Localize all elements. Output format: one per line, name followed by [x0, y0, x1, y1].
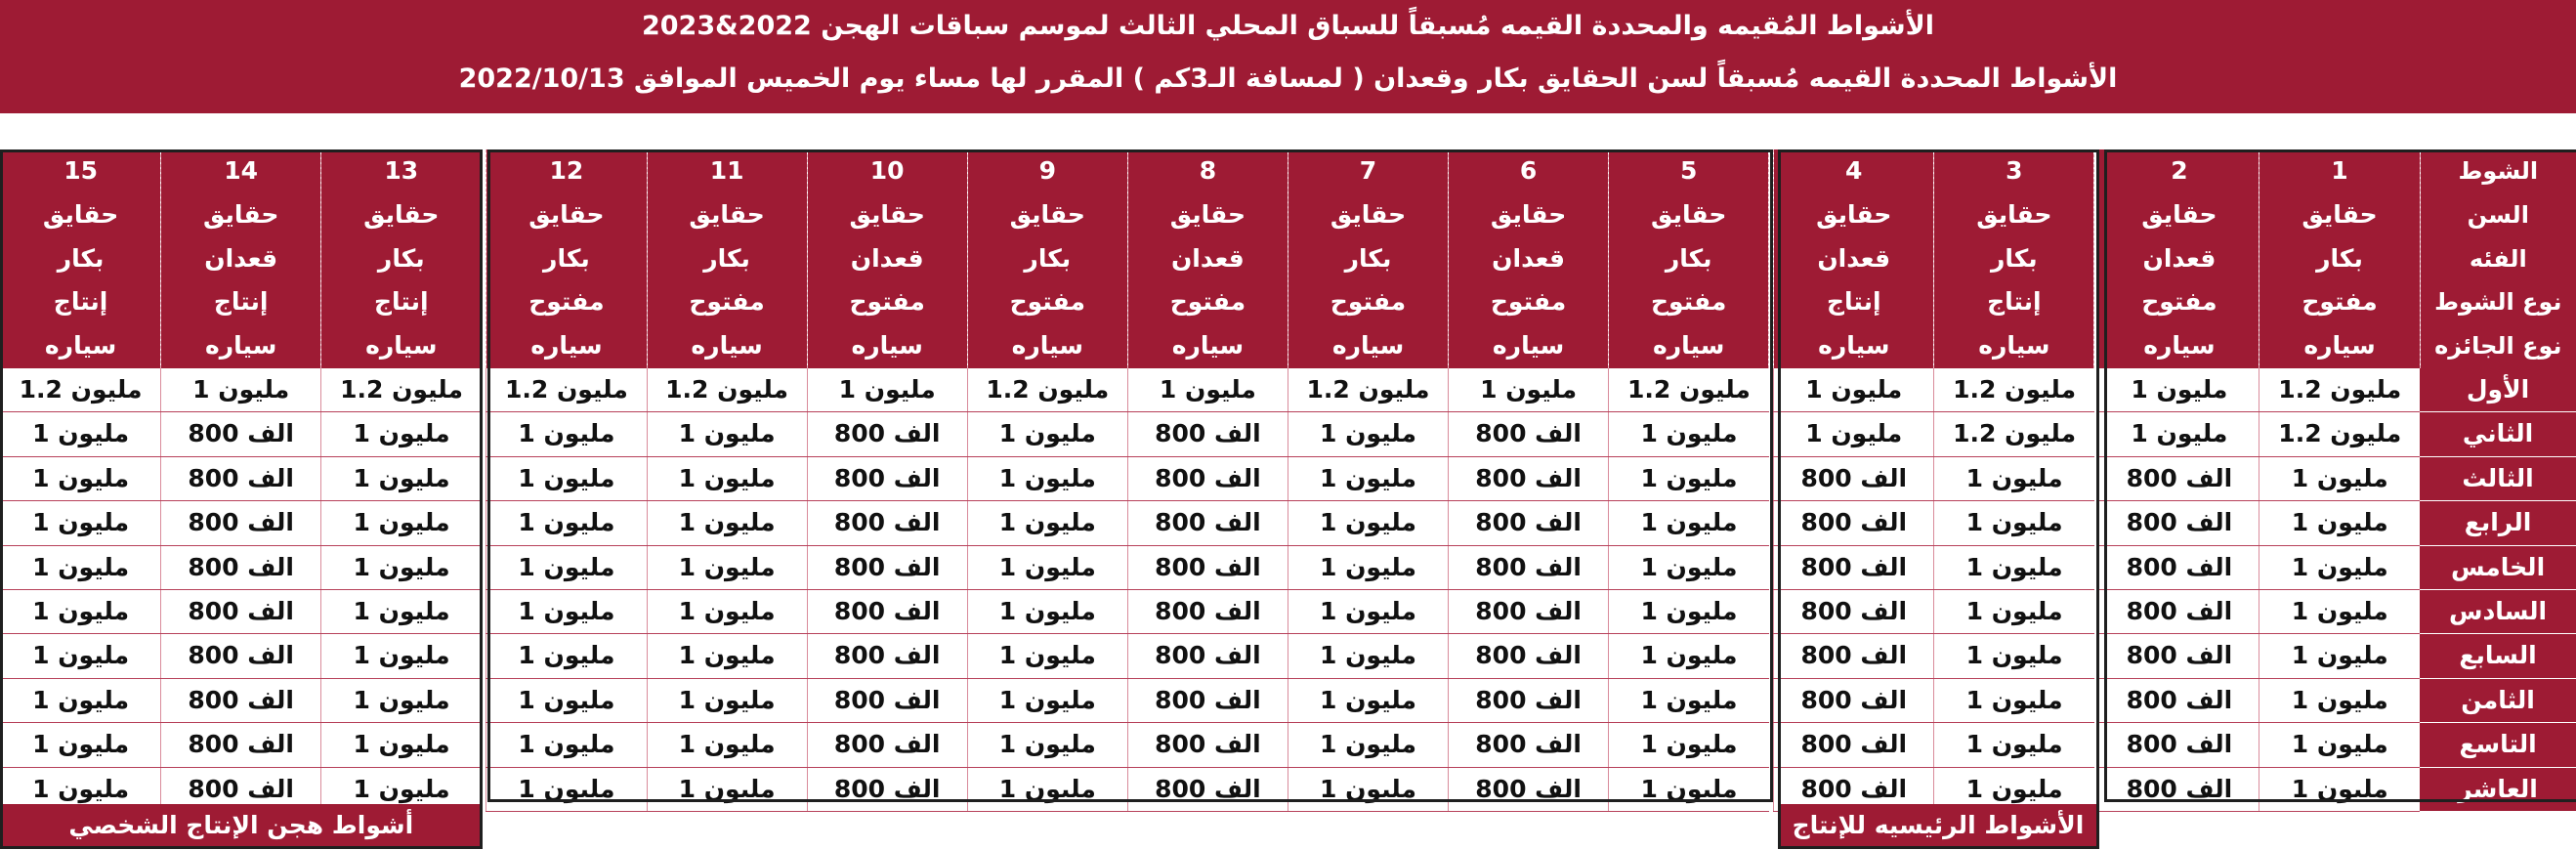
- prize-cell: 800 الف: [1449, 634, 1609, 678]
- heat-header-10: [807, 149, 967, 368]
- prize-cell: 1 مليون: [1288, 723, 1448, 767]
- prize-cell: 1 مليون: [486, 545, 647, 589]
- heat-category: قعدان: [1170, 243, 1245, 273]
- heat-type: مفتوح: [1330, 287, 1407, 317]
- heat-type: مفتوح: [689, 287, 765, 317]
- prize-cell: 1 مليون: [486, 678, 647, 722]
- prize-cell: 1 مليون: [1, 412, 161, 456]
- header-label: السن: [2467, 200, 2529, 229]
- prize-cell: 800 الف: [807, 412, 967, 456]
- prize-cell: 800 الف: [1449, 590, 1609, 634]
- heat-header-11: [647, 149, 807, 368]
- place-label: السادس: [2420, 590, 2576, 634]
- place-label: الثامن: [2420, 678, 2576, 722]
- table-row: [1, 368, 2576, 412]
- prize-cell: 1 مليون: [967, 767, 1127, 811]
- heat-prize-type: سياره: [1818, 331, 1890, 361]
- heat-num: 9: [1038, 156, 1056, 185]
- prize-cell: 800 الف: [1774, 634, 1934, 678]
- title-banner: [0, 0, 2576, 113]
- prize-cell: 1 مليون: [1, 545, 161, 589]
- heat-prize-type: سياره: [2303, 331, 2376, 361]
- prize-cell: 800 الف: [2099, 767, 2259, 811]
- heat-prize-type: سياره: [1978, 331, 2050, 361]
- heat-num: 8: [1199, 156, 1217, 185]
- prize-cell: 1 مليون: [1934, 723, 2094, 767]
- heat-age: حقايق: [689, 199, 765, 229]
- prize-cell: 1 مليون: [1774, 412, 1934, 456]
- prize-cell: 1 مليون: [967, 456, 1127, 500]
- prize-cell: 800 الف: [161, 767, 321, 811]
- prize-cell: 1 مليون: [321, 545, 482, 589]
- prize-cell: 1 مليون: [321, 590, 482, 634]
- prize-cell: 800 الف: [2099, 723, 2259, 767]
- prize-cell: 1 مليون: [486, 767, 647, 811]
- prize-cell: 800 الف: [807, 767, 967, 811]
- prize-cell: 800 الف: [1449, 767, 1609, 811]
- prize-cell: 1 مليون: [967, 545, 1127, 589]
- prize-cell: 800 الف: [807, 545, 967, 589]
- prize-cell: 800 الف: [1774, 767, 1934, 811]
- prize-cell: 1 مليون: [2099, 368, 2259, 412]
- heat-header-1: [2259, 149, 2420, 368]
- heat-header-7: [1288, 149, 1448, 368]
- header-label: الشوط: [2458, 157, 2539, 185]
- heat-age: حقايق: [1009, 199, 1085, 229]
- prize-cell: 1 مليون: [647, 634, 807, 678]
- heat-header-15: [1, 149, 161, 368]
- prize-cell: 800 الف: [161, 678, 321, 722]
- prize-cell: 1 مليون: [967, 590, 1127, 634]
- prize-cell: 1 مليون: [321, 678, 482, 722]
- heat-num: 15: [63, 156, 98, 185]
- prize-cell: 800 الف: [2099, 678, 2259, 722]
- heat-age: حقايق: [42, 199, 119, 229]
- prize-cell: 800 الف: [161, 723, 321, 767]
- prize-cell: 1 مليون: [2099, 412, 2259, 456]
- heat-header-13: [321, 149, 482, 368]
- prize-cell: 800 الف: [1449, 501, 1609, 545]
- prize-cell: 1 مليون: [1, 456, 161, 500]
- prize-cell: 800 الف: [807, 723, 967, 767]
- prize-cell: 800 الف: [2099, 590, 2259, 634]
- prize-cell: 1.2 مليون: [321, 368, 482, 412]
- heat-num: 10: [869, 156, 905, 185]
- prize-cell: 1 مليون: [321, 456, 482, 500]
- heat-prize-type: سياره: [1171, 331, 1245, 361]
- prize-cell: 1 مليون: [2259, 501, 2420, 545]
- heat-num: 1: [2331, 156, 2348, 185]
- prize-cell: 800 الف: [1127, 412, 1288, 456]
- prize-cell: 1 مليون: [2259, 545, 2420, 589]
- prize-cell: 1 مليون: [1, 634, 161, 678]
- heat-type: مفتوح: [2141, 287, 2217, 317]
- prize-cell: 1.2 مليون: [647, 368, 807, 412]
- heat-category: بكار: [703, 243, 750, 273]
- prize-cell: 1 مليون: [2259, 723, 2420, 767]
- prize-cell: 1 مليون: [647, 501, 807, 545]
- table-row: [1, 634, 2576, 678]
- prize-cell: 800 الف: [2099, 545, 2259, 589]
- prize-cell: 1 مليون: [647, 456, 807, 500]
- heat-category: بكار: [2316, 243, 2363, 273]
- prize-cell: 800 الف: [161, 412, 321, 456]
- header-label: الفئه: [2469, 244, 2527, 273]
- place-label: الثاني: [2420, 412, 2576, 456]
- prize-cell: 1 مليون: [1934, 634, 2094, 678]
- prize-cell: 1.2 مليون: [2259, 368, 2420, 412]
- prize-cell: 800 الف: [1774, 545, 1934, 589]
- prize-cell: 1 مليون: [647, 767, 807, 811]
- prize-cell: 800 الف: [1127, 678, 1288, 722]
- heat-num: 6: [1519, 156, 1538, 185]
- prize-cell: 1 مليون: [1934, 767, 2094, 811]
- prize-cell: 1 مليون: [321, 501, 482, 545]
- heat-num: 3: [2006, 156, 2023, 185]
- place-label: الثالث: [2420, 456, 2576, 500]
- heat-header-5: [1609, 149, 1769, 368]
- prize-cell: 1 مليون: [647, 590, 807, 634]
- prize-cell: 800 الف: [161, 501, 321, 545]
- heat-category: بكار: [1024, 243, 1072, 273]
- heat-category: بكار: [57, 243, 105, 273]
- heat-prize-type: سياره: [44, 331, 117, 361]
- header-label: نوع الشوط: [2434, 288, 2562, 317]
- heat-type: مفتوح: [1169, 287, 1246, 317]
- heat-prize-type: سياره: [1331, 331, 1405, 361]
- prize-cell: 1 مليون: [321, 723, 482, 767]
- heat-num: 4: [1845, 156, 1863, 185]
- heat-header-4: [1774, 149, 1934, 368]
- title-line-2: الأشواط المحددة القيمه مُسبقاً لسن الحقايق بكار وقعدان ( لمسافة الـ3كم ) المقرر لها مساء يوم الخميس الموافق 2022/10/13: [458, 64, 2118, 94]
- prize-cell: 1 مليون: [1, 501, 161, 545]
- heat-type: مفتوح: [1009, 287, 1085, 317]
- place-label: الخامس: [2420, 545, 2576, 589]
- prize-cell: 1 مليون: [1609, 678, 1769, 722]
- prize-cell: 800 الف: [1127, 590, 1288, 634]
- prize-cell: 1 مليون: [1, 590, 161, 634]
- prize-cell: 800 الف: [1127, 723, 1288, 767]
- prize-cell: 1 مليون: [1, 723, 161, 767]
- heat-num: 7: [1359, 156, 1377, 185]
- heat-category: بكار: [543, 243, 590, 273]
- prize-cell: 800 الف: [1449, 723, 1609, 767]
- heat-prize-type: سياره: [691, 331, 763, 361]
- heat-type: إنتاج: [53, 287, 108, 317]
- place-label: التاسع: [2420, 723, 2576, 767]
- prize-cell: 1 مليون: [2259, 590, 2420, 634]
- heat-type: إنتاج: [374, 287, 429, 317]
- heat-category: قعدان: [204, 243, 278, 273]
- prize-cell: 1 مليون: [647, 678, 807, 722]
- footer-main-production: الأشواط الرئيسيه للإنتاج: [1781, 804, 2096, 847]
- heat-header-6: [1449, 149, 1609, 368]
- prize-cell: 1 مليون: [647, 723, 807, 767]
- prize-cell: 1 مليون: [1774, 368, 1934, 412]
- heat-type: مفتوح: [528, 287, 605, 317]
- heat-category: بكار: [377, 243, 425, 273]
- prize-cell: 800 الف: [1449, 456, 1609, 500]
- prize-cell: 800 الف: [807, 456, 967, 500]
- prize-cell: 1.2 مليون: [1609, 368, 1769, 412]
- prize-cell: 1.2 مليون: [1934, 412, 2094, 456]
- prize-cell: 1 مليون: [2259, 767, 2420, 811]
- prize-cell: 800 الف: [1774, 456, 1934, 500]
- prize-cell: 800 الف: [1774, 723, 1934, 767]
- prize-cell: 1 مليون: [2259, 678, 2420, 722]
- heat-age: حقايق: [203, 199, 279, 229]
- title-line-1: الأشواط المُقيمه والمحددة القيمه مُسبقاً للسباق المحلي الثالث لموسم سباقات الهجن 2022&2023: [641, 11, 1935, 41]
- heat-num: 11: [709, 156, 744, 185]
- prize-cell: 800 الف: [1127, 767, 1288, 811]
- prize-cell: 1 مليون: [1449, 368, 1609, 412]
- prize-cell: 1 مليون: [967, 634, 1127, 678]
- prize-cell: 800 الف: [161, 456, 321, 500]
- heat-prize-type: سياره: [1492, 331, 1565, 361]
- prize-cell: 800 الف: [2099, 634, 2259, 678]
- prize-cell: 800 الف: [1127, 634, 1288, 678]
- prize-cell: 1 مليون: [967, 501, 1127, 545]
- prize-cell: 1.2 مليون: [967, 368, 1127, 412]
- prize-cell: 1 مليون: [1934, 678, 2094, 722]
- prize-cell: 1 مليون: [1609, 767, 1769, 811]
- heat-age: حقايق: [363, 199, 440, 229]
- prize-cell: 1 مليون: [807, 368, 967, 412]
- heat-category: بكار: [1344, 243, 1392, 273]
- heat-category: قعدان: [1817, 243, 1891, 273]
- heat-num: 2: [2171, 156, 2188, 185]
- prize-cell: 800 الف: [807, 590, 967, 634]
- heat-category: بكار: [1990, 243, 2038, 273]
- heat-age: حقايق: [2302, 199, 2378, 229]
- heat-type: مفتوح: [2302, 287, 2378, 317]
- table-row: [1, 723, 2576, 767]
- heat-type: إنتاج: [1826, 287, 1881, 317]
- heat-age: حقايق: [1169, 199, 1246, 229]
- prize-cell: 1 مليون: [1609, 545, 1769, 589]
- prize-cell: 1.2 مليون: [1934, 368, 2094, 412]
- prize-cell: 1 مليون: [2259, 634, 2420, 678]
- heat-header-2: [2099, 149, 2259, 368]
- prize-cell: 1 مليون: [1288, 501, 1448, 545]
- heat-prize-type: سياره: [1011, 331, 1083, 361]
- prize-cell: 1 مليون: [321, 634, 482, 678]
- heat-header-8: [1127, 149, 1288, 368]
- heat-num: 12: [549, 156, 584, 185]
- header-label: نوع الجائزه: [2434, 332, 2562, 361]
- prize-cell: 1 مليون: [1288, 456, 1448, 500]
- prize-cell: 1 مليون: [486, 723, 647, 767]
- prize-cell: 800 الف: [1127, 545, 1288, 589]
- heat-age: حقايق: [528, 199, 605, 229]
- prize-cell: 1 مليون: [1609, 723, 1769, 767]
- heat-num: 13: [384, 156, 419, 185]
- heat-age: حقايق: [1490, 199, 1567, 229]
- prize-cell: 1 مليون: [486, 501, 647, 545]
- prize-cell: 800 الف: [161, 545, 321, 589]
- place-label: الأول: [2420, 368, 2576, 412]
- prize-cell: 1 مليون: [1127, 368, 1288, 412]
- prize-cell: 1 مليون: [1, 767, 161, 811]
- table-row: [1, 545, 2576, 589]
- prize-cell: 1 مليون: [1288, 590, 1448, 634]
- prize-cell: 800 الف: [161, 634, 321, 678]
- prize-cell: 1.2 مليون: [486, 368, 647, 412]
- header-row: [1, 149, 2576, 368]
- prize-cell: 800 الف: [1449, 412, 1609, 456]
- place-label: السابع: [2420, 634, 2576, 678]
- footer-personal-production: أشواط هجن الإنتاج الشخصي: [3, 804, 480, 847]
- prize-cell: 1 مليون: [321, 767, 482, 811]
- table-row: [1, 456, 2576, 500]
- prize-cell: 1 مليون: [647, 412, 807, 456]
- prize-cell: 1 مليون: [1, 678, 161, 722]
- heat-category: قعدان: [2142, 243, 2217, 273]
- prize-cell: 1 مليون: [967, 678, 1127, 722]
- prize-cell: 800 الف: [2099, 456, 2259, 500]
- table-row: [1, 678, 2576, 722]
- heat-prize-type: سياره: [530, 331, 603, 361]
- heat-num: 14: [224, 156, 259, 185]
- prize-cell: 1 مليون: [1609, 590, 1769, 634]
- prize-cell: 1 مليون: [1288, 678, 1448, 722]
- prize-cell: 1 مليون: [967, 412, 1127, 456]
- prize-cell: 1 مليون: [1609, 501, 1769, 545]
- heat-header-3: [1934, 149, 2094, 368]
- heat-category: قعدان: [1492, 243, 1566, 273]
- prize-cell: 1 مليون: [321, 412, 482, 456]
- place-label: الرابع: [2420, 501, 2576, 545]
- prize-cell: 800 الف: [161, 590, 321, 634]
- prize-cell: 1 مليون: [161, 368, 321, 412]
- prize-cell: 1.2 مليون: [1, 368, 161, 412]
- prize-cell: 1 مليون: [486, 634, 647, 678]
- prize-cell: 1 مليون: [486, 590, 647, 634]
- prize-cell: 1 مليون: [1934, 456, 2094, 500]
- heat-header-12: [486, 149, 647, 368]
- heat-prize-type: سياره: [205, 331, 277, 361]
- prize-cell: 800 الف: [2099, 501, 2259, 545]
- prize-cell: 1 مليون: [486, 412, 647, 456]
- prize-cell: 1 مليون: [647, 545, 807, 589]
- prize-cell: 800 الف: [1449, 678, 1609, 722]
- prize-cell: 1 مليون: [486, 456, 647, 500]
- prize-cell: 800 الف: [807, 634, 967, 678]
- heat-prize-type: سياره: [851, 331, 923, 361]
- heat-prize-type: سياره: [1653, 331, 1725, 361]
- prize-cell: 1 مليون: [1934, 590, 2094, 634]
- prize-table: [0, 149, 2576, 812]
- heat-age: حقايق: [849, 199, 925, 229]
- prize-cell: 800 الف: [1449, 545, 1609, 589]
- heat-type: مفتوح: [1651, 287, 1727, 317]
- prize-cell: 1 مليون: [1288, 767, 1448, 811]
- prize-cell: 800 الف: [1127, 501, 1288, 545]
- heat-age: حقايق: [1816, 199, 1892, 229]
- heat-type: إنتاج: [1987, 287, 2042, 317]
- heat-age: حقايق: [1976, 199, 2052, 229]
- heat-age: حقايق: [1330, 199, 1407, 229]
- prize-cell: 1 مليون: [2259, 456, 2420, 500]
- table-row: [1, 412, 2576, 456]
- prize-cell: 1 مليون: [1609, 412, 1769, 456]
- heat-age: حقايق: [1651, 199, 1727, 229]
- prize-cell: 800 الف: [1774, 501, 1934, 545]
- prize-cell: 1 مليون: [967, 723, 1127, 767]
- heat-prize-type: سياره: [365, 331, 438, 361]
- heat-num: 5: [1679, 156, 1698, 185]
- prize-cell: 1 مليون: [1934, 545, 2094, 589]
- prize-cell: 800 الف: [1774, 678, 1934, 722]
- prize-cell: 1 مليون: [1934, 501, 2094, 545]
- heat-prize-type: سياره: [2143, 331, 2216, 361]
- prize-cell: 1 مليون: [1288, 545, 1448, 589]
- prize-cell: 1 مليون: [1288, 634, 1448, 678]
- prize-cell: 800 الف: [807, 501, 967, 545]
- heat-type: مفتوح: [849, 287, 925, 317]
- prize-cell: 1.2 مليون: [1288, 368, 1448, 412]
- prize-cell: 1 مليون: [1609, 634, 1769, 678]
- prize-cell: 1 مليون: [1609, 456, 1769, 500]
- prize-cell: 800 الف: [807, 678, 967, 722]
- table-row: [1, 501, 2576, 545]
- header-label-cell: [2420, 149, 2576, 368]
- table-row: [1, 590, 2576, 634]
- place-label: العاشر: [2420, 767, 2576, 811]
- heat-category: قعدان: [850, 243, 924, 273]
- prize-cell: 1.2 مليون: [2259, 412, 2420, 456]
- prize-cell: 800 الف: [1127, 456, 1288, 500]
- heat-category: بكار: [1665, 243, 1712, 273]
- heat-header-14: [161, 149, 321, 368]
- heat-type: مفتوح: [1490, 287, 1567, 317]
- prize-cell: 1 مليون: [1288, 412, 1448, 456]
- heat-header-9: [967, 149, 1127, 368]
- heat-age: حقايق: [2141, 199, 2217, 229]
- heat-type: إنتاج: [213, 287, 269, 317]
- prize-cell: 800 الف: [1774, 590, 1934, 634]
